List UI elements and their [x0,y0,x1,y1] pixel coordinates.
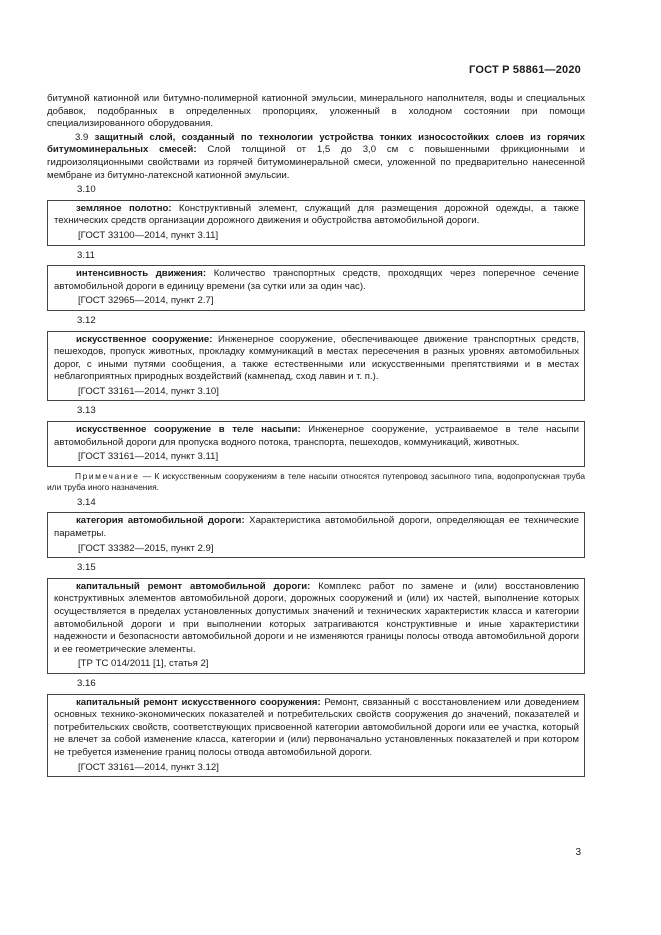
document-body [47,93,585,781]
definition-box-3-11 [47,265,585,311]
definition-term: капитальный ремонт искусственного сооружения: [76,696,321,708]
definition-text: Инженерное сооружение, устраиваемое в теле насыпи автомобильной дороги для пропуска водного потока, транспорта, пешеходов, коммуникаций, животных. [54,424,579,448]
definition-text: Количество транспортных средств, проходящих через поперечное сечение автомобильной дороги в единицу времени (за сутки или за один час). [54,268,579,292]
clause-text: Слой толщиной от 1,5 до 3,0 см с повышенными фрикционными и гидроизоляционными свойствами из горячей битумоминеральной смеси, уложенной по предварительно нанесенной мембране из битумно-латексной катионной эмульсии. [47,144,585,181]
definition-term: категория автомобильной дороги: [76,515,245,527]
definition-text: Инженерное сооружение, обеспечивающее движение транспортных средств, пешеходов, пропуск животных, прокладку коммуникаций в местах пересечения в разных уровнях автомобильных дорог, с иными путями сообщения, а также естественными или искусственными препятствиями и в местах неблагоприятных природных воздействий (камнепад, сход лавин и т. п.). [54,333,579,383]
definition-term: капитальный ремонт автомобильной дороги: [76,580,311,592]
clause-3-9 [47,132,585,182]
definition-source: [ТР ТС 014/2011 [1], статья 2] [78,658,209,670]
clause-term: защитный слой, созданный по технологии устройства тонких износостойких слоев из горячих битумоминеральных смесей: [47,131,586,156]
note-text: — К искусственным сооружениям в теле насыпи относятся путепровод засыпного типа, водопропускная труба или труба иного назначения. [47,470,586,492]
note-label: Примечание [75,470,140,481]
definition-box-3-16 [47,694,585,778]
definition-box-3-10 [47,200,585,246]
definition-number: 3.13 [77,405,96,417]
definition-text: Комплекс работ по замене и (или) восстановлению конструктивных элементов автомобильной дороги, дорожных сооружений и (или) их частей, выполнение которых осуществляется в пределах установленных допустимых значений и технических характеристик класса и категории автомобильной дороги и при выполнении которых затрагиваются конструктивные и иные характеристики надежности и безопасности автомобильной дороги и не изменяются границы полосы отвода автомобильной дороги и ее геометрические элементы. [54,580,579,655]
document-code-header: ГОСТ Р 58861—2020 [469,64,581,76]
definition-term: земляное полотно: [76,202,172,214]
definition-number: 3.15 [77,562,96,574]
definition-number: 3.10 [77,184,96,196]
definition-box-3-13 [47,421,585,467]
definition-source: [ГОСТ 33161—2014, пункт 3.11] [78,451,219,463]
definition-number: 3.12 [77,314,96,326]
definition-text: Ремонт, связанный с восстановлением или доведением основных технико-экономических показателей и потребительских свойств сооружения до значений, показателей и потребительских свойств, соответствующих присвоенной категории автомобильной дороги или ее участка, который не влечет за собой изменение класса, категории и (или) первоначально установленных показателей и при котором не требуется изменение границ полосы отвода автомобильной дороги. [54,696,580,758]
definition-number: 3.11 [77,249,95,261]
definition-box-3-14 [47,512,585,558]
definition-term: искусственное сооружение в теле насыпи: [76,424,301,436]
note-paragraph [47,471,585,493]
definition-number: 3.16 [77,677,96,689]
definition-term: искусственное сооружение: [76,333,213,345]
definition-box-3-15 [47,578,585,674]
definition-text: Характеристика автомобильной дороги, определяющая ее технические параметры. [54,515,579,540]
intro-paragraph: битумной катионной или битумно-полимерной катионной эмульсии, минерального наполнителя, воды и специальных добавок, подобранных в определенных пропорциях, уложенный в холодном состоянии при помощи специализированного оборудования. [47,93,585,130]
definition-source: [ГОСТ 33161—2014, пункт 3.10] [78,385,219,397]
definition-source: [ГОСТ 32965—2014, пункт 2.7] [78,295,214,307]
page-number: 3 [575,847,581,858]
definition-source: [ГОСТ 33161—2014, пункт 3.12] [78,761,219,773]
definition-source: [ГОСТ 33382—2015, пункт 2.9] [78,542,214,554]
definition-term: интенсивность движения: [76,268,207,280]
definition-source: [ГОСТ 33100—2014, пункт 3.11] [78,229,219,241]
definition-text: Конструктивный элемент, служащий для размещения дорожной одежды, а также технических средств организации дорожного движения и обустройства автомобильной дороги. [54,202,579,227]
definition-number: 3.14 [77,496,96,508]
clause-number: 3.9 [75,131,89,143]
definition-box-3-12 [47,331,585,402]
